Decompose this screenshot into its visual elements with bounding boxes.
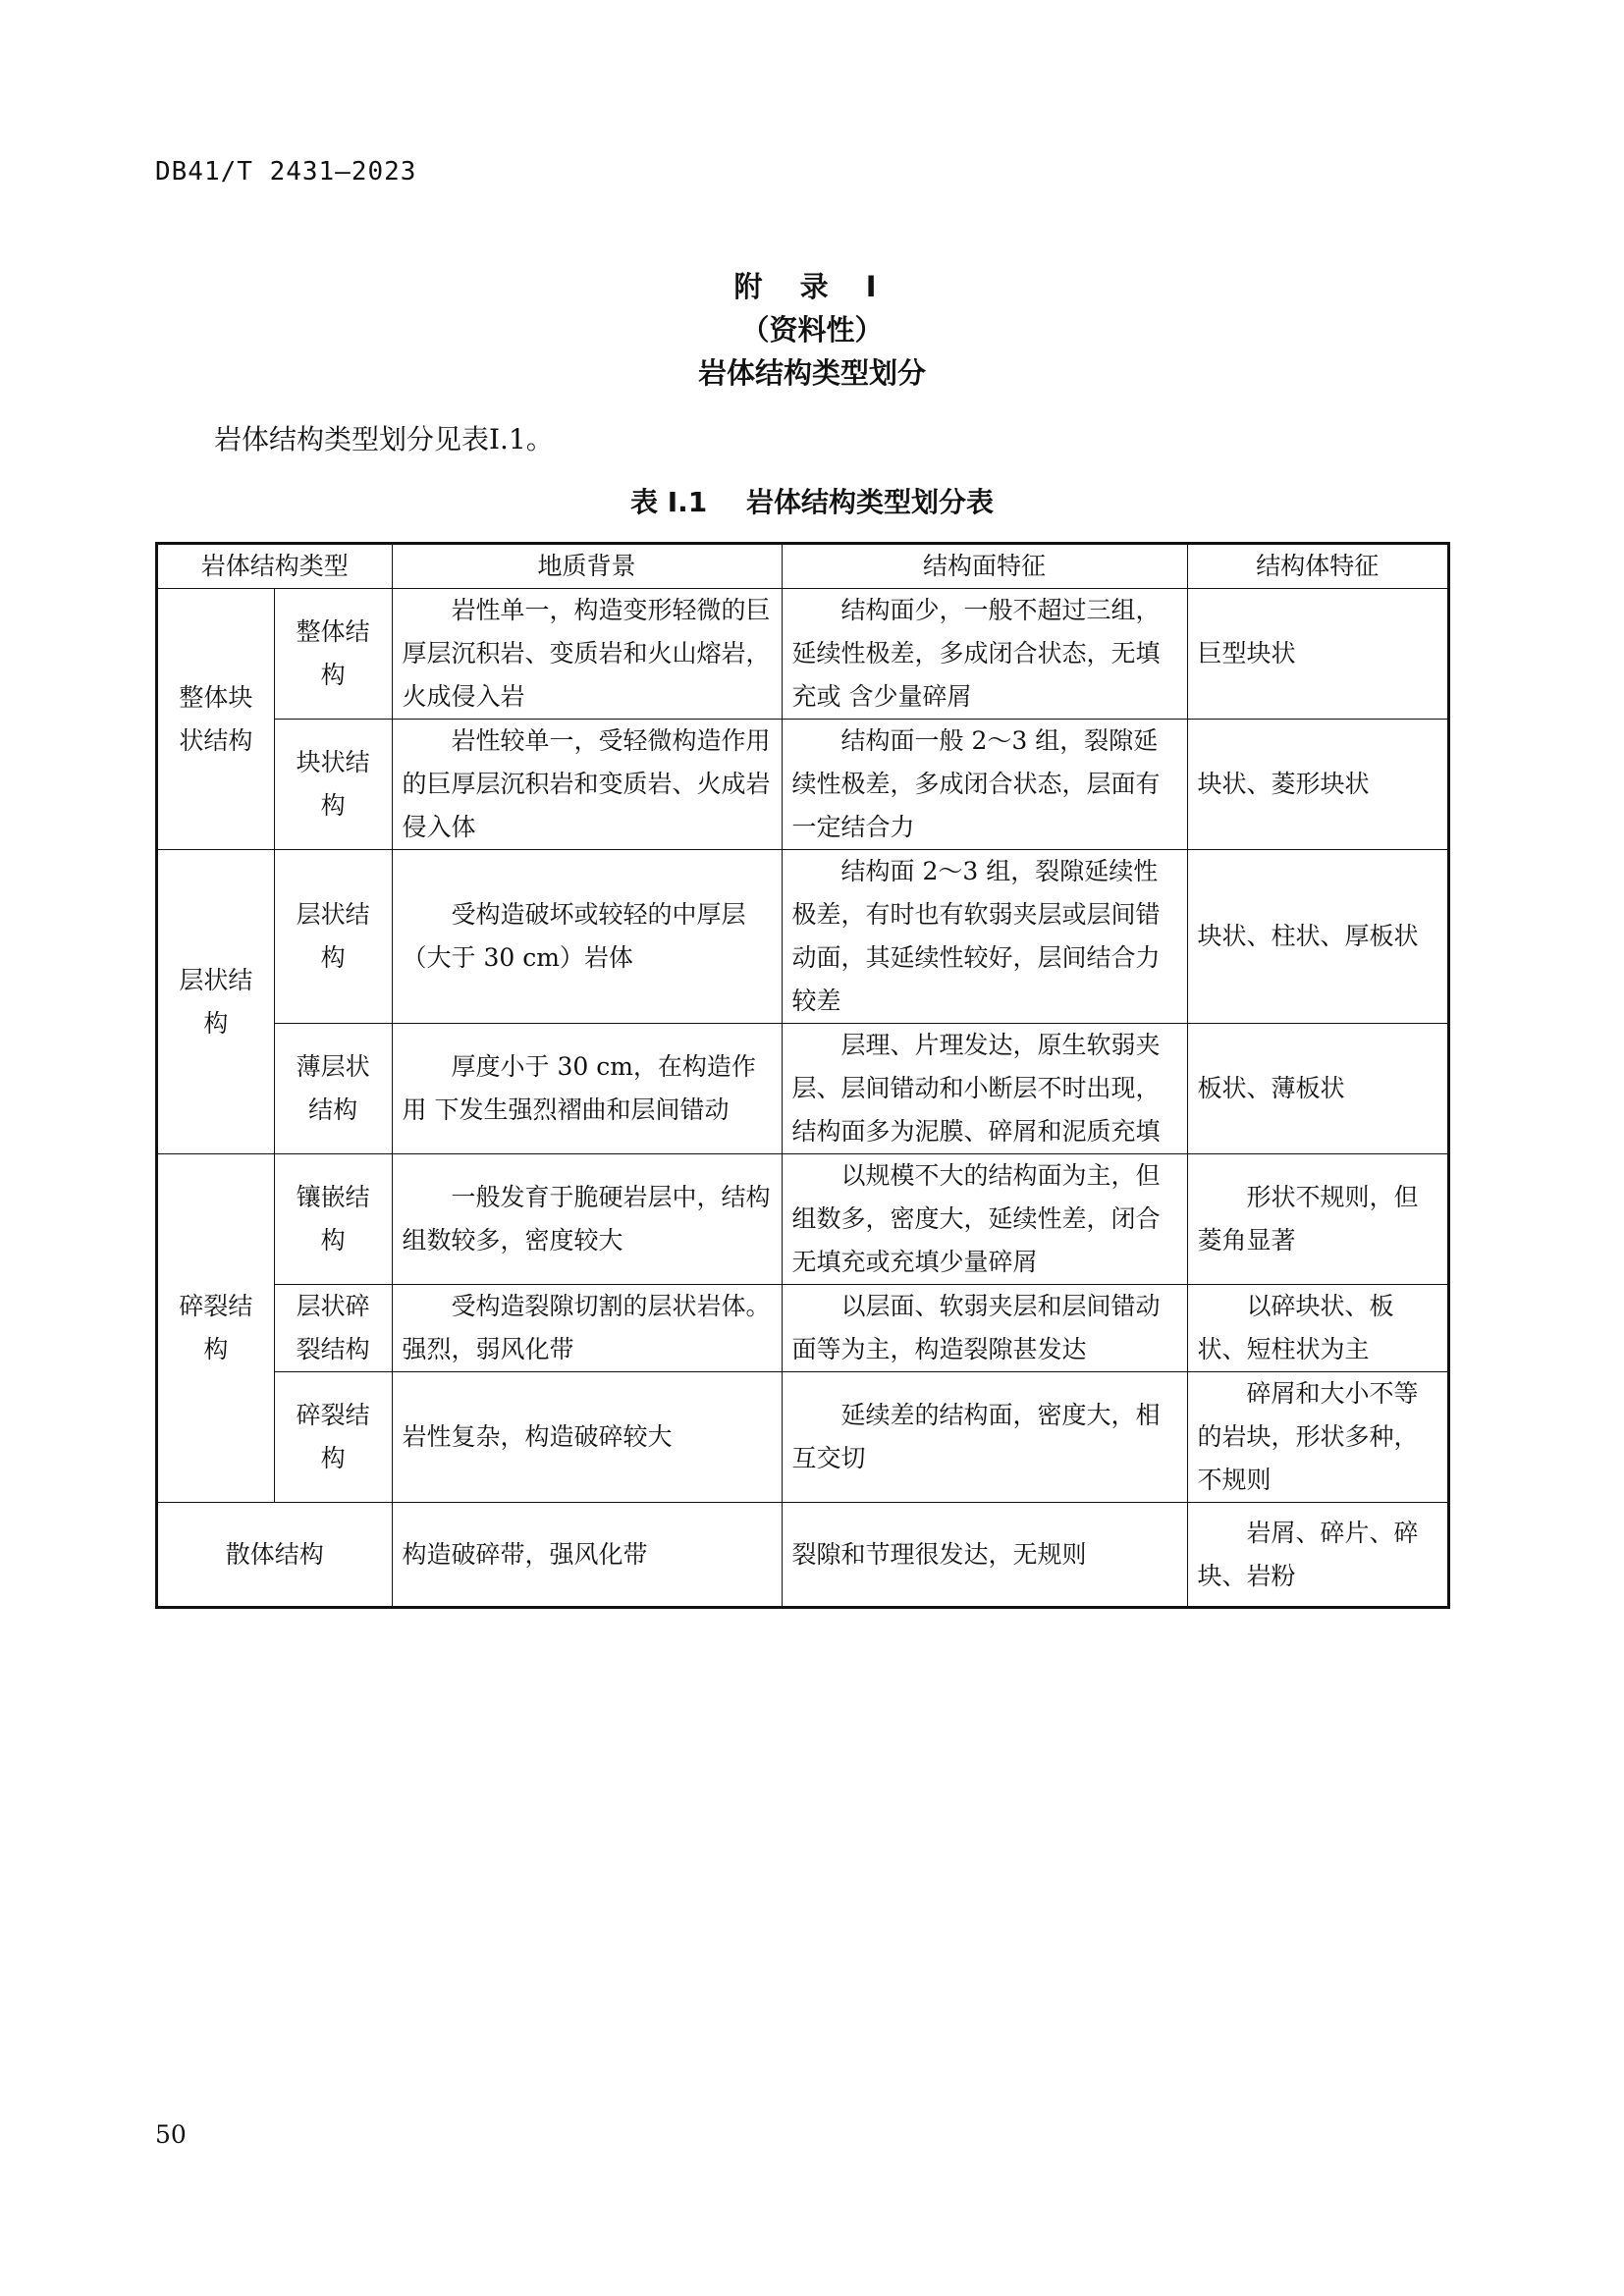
surface-feature-cell: 结构面少，一般不超过三组，延续性极差，多成闭合状态，无填充或 含少量碎屑 bbox=[782, 589, 1187, 720]
surface-feature-cell: 以层面、软弱夹层和层间错动面等为主，构造裂隙甚发达 bbox=[782, 1285, 1187, 1372]
group-name-cell: 散体结构 bbox=[157, 1503, 393, 1608]
geology-cell: 岩性复杂，构造破碎较大 bbox=[392, 1372, 782, 1503]
table-caption-title: 岩体结构类型划分表 bbox=[746, 486, 995, 518]
table-row bbox=[157, 1503, 1449, 1608]
header-rock-structure-type: 岩体结构类型 bbox=[157, 544, 393, 589]
table-row bbox=[157, 720, 1449, 850]
appendix-nature: （资料性） bbox=[740, 313, 884, 347]
table-caption bbox=[0, 481, 1624, 520]
geology-cell: 受构造破坏或较轻的中厚层（大于 30 cm）岩体 bbox=[392, 850, 782, 1024]
sub-type-cell: 层状碎裂结构 bbox=[274, 1285, 392, 1372]
surface-feature-cell: 结构面一般 2～3 组，裂隙延续性极差，多成闭合状态，层面有一定结合力 bbox=[782, 720, 1187, 850]
table-row bbox=[157, 1024, 1449, 1154]
table-row bbox=[157, 850, 1449, 1024]
sub-type-cell: 薄层状结构 bbox=[274, 1024, 392, 1154]
table-caption-number: 表 I.1 bbox=[629, 486, 708, 518]
surface-feature-cell: 以规模不大的结构面为主，但组数多，密度大，延续性差，闭合无填充或充填少量碎屑 bbox=[782, 1154, 1187, 1285]
table-row bbox=[157, 1372, 1449, 1503]
group-name-cell: 层状结构 bbox=[157, 850, 275, 1154]
appendix-heading bbox=[0, 265, 1624, 395]
header-geology-background: 地质背景 bbox=[392, 544, 782, 589]
surface-feature-cell: 层理、片理发达，原生软弱夹层、层间错动和小断层不时出现，结构面多为泥膜、碎屑和泥质充填 bbox=[782, 1024, 1187, 1154]
surface-feature-cell: 结构面 2～3 组，裂隙延续性极差，有时也有软弱夹层或层间错动面，其延续性较好，层间结合力较差 bbox=[782, 850, 1187, 1024]
body-feature-cell: 块状、菱形块状 bbox=[1187, 720, 1448, 850]
body-feature-cell: 块状、柱状、厚板状 bbox=[1187, 850, 1448, 1024]
page-number: 50 bbox=[155, 2120, 187, 2149]
sub-type-cell: 层状结构 bbox=[274, 850, 392, 1024]
geology-cell: 岩性单一，构造变形轻微的巨厚层沉积岩、变质岩和火山熔岩，火成侵入岩 bbox=[392, 589, 782, 720]
geology-cell: 厚度小于 30 cm，在构造作用 下发生强烈褶曲和层间错动 bbox=[392, 1024, 782, 1154]
surface-feature-cell: 延续差的结构面，密度大，相互交切 bbox=[782, 1372, 1187, 1503]
appendix-number: 附 录 I bbox=[733, 270, 891, 303]
document-code: DB41/T 2431—2023 bbox=[155, 157, 417, 187]
geology-cell: 一般发育于脆硬岩层中，结构组数较多，密度较大 bbox=[392, 1154, 782, 1285]
group-name-cell: 整体块状结构 bbox=[157, 589, 275, 850]
body-feature-cell: 以碎块状、板状、短柱状为主 bbox=[1187, 1285, 1448, 1372]
body-feature-cell: 板状、薄板状 bbox=[1187, 1024, 1448, 1154]
sub-type-cell: 块状结构 bbox=[274, 720, 392, 850]
geology-cell: 构造破碎带，强风化带 bbox=[392, 1503, 782, 1608]
appendix-title: 岩体结构类型划分 bbox=[697, 356, 926, 390]
header-structure-body-features: 结构体特征 bbox=[1187, 544, 1448, 589]
table-header-row bbox=[157, 544, 1449, 589]
sub-type-cell: 碎裂结构 bbox=[274, 1372, 392, 1503]
group-name-cell: 碎裂结构 bbox=[157, 1154, 275, 1503]
body-feature-cell: 岩屑、碎片、碎块、岩粉 bbox=[1187, 1503, 1448, 1608]
sub-type-cell: 整体结构 bbox=[274, 589, 392, 720]
intro-paragraph: 岩体结构类型划分见表I.1。 bbox=[214, 423, 554, 455]
table-row bbox=[157, 589, 1449, 720]
body-feature-cell: 形状不规则，但菱角显著 bbox=[1187, 1154, 1448, 1285]
rock-structure-table bbox=[155, 542, 1450, 1609]
header-structure-surface-features: 结构面特征 bbox=[782, 544, 1187, 589]
body-feature-cell: 碎屑和大小不等的岩块，形状多种，不规则 bbox=[1187, 1372, 1448, 1503]
sub-type-cell: 镶嵌结构 bbox=[274, 1154, 392, 1285]
geology-cell: 受构造裂隙切割的层状岩体。强烈，弱风化带 bbox=[392, 1285, 782, 1372]
table-row bbox=[157, 1154, 1449, 1285]
body-feature-cell: 巨型块状 bbox=[1187, 589, 1448, 720]
table-row bbox=[157, 1285, 1449, 1372]
surface-feature-cell: 裂隙和节理很发达，无规则 bbox=[782, 1503, 1187, 1608]
geology-cell: 岩性较单一，受轻微构造作用的巨厚层沉积岩和变质岩、火成岩侵入体 bbox=[392, 720, 782, 850]
